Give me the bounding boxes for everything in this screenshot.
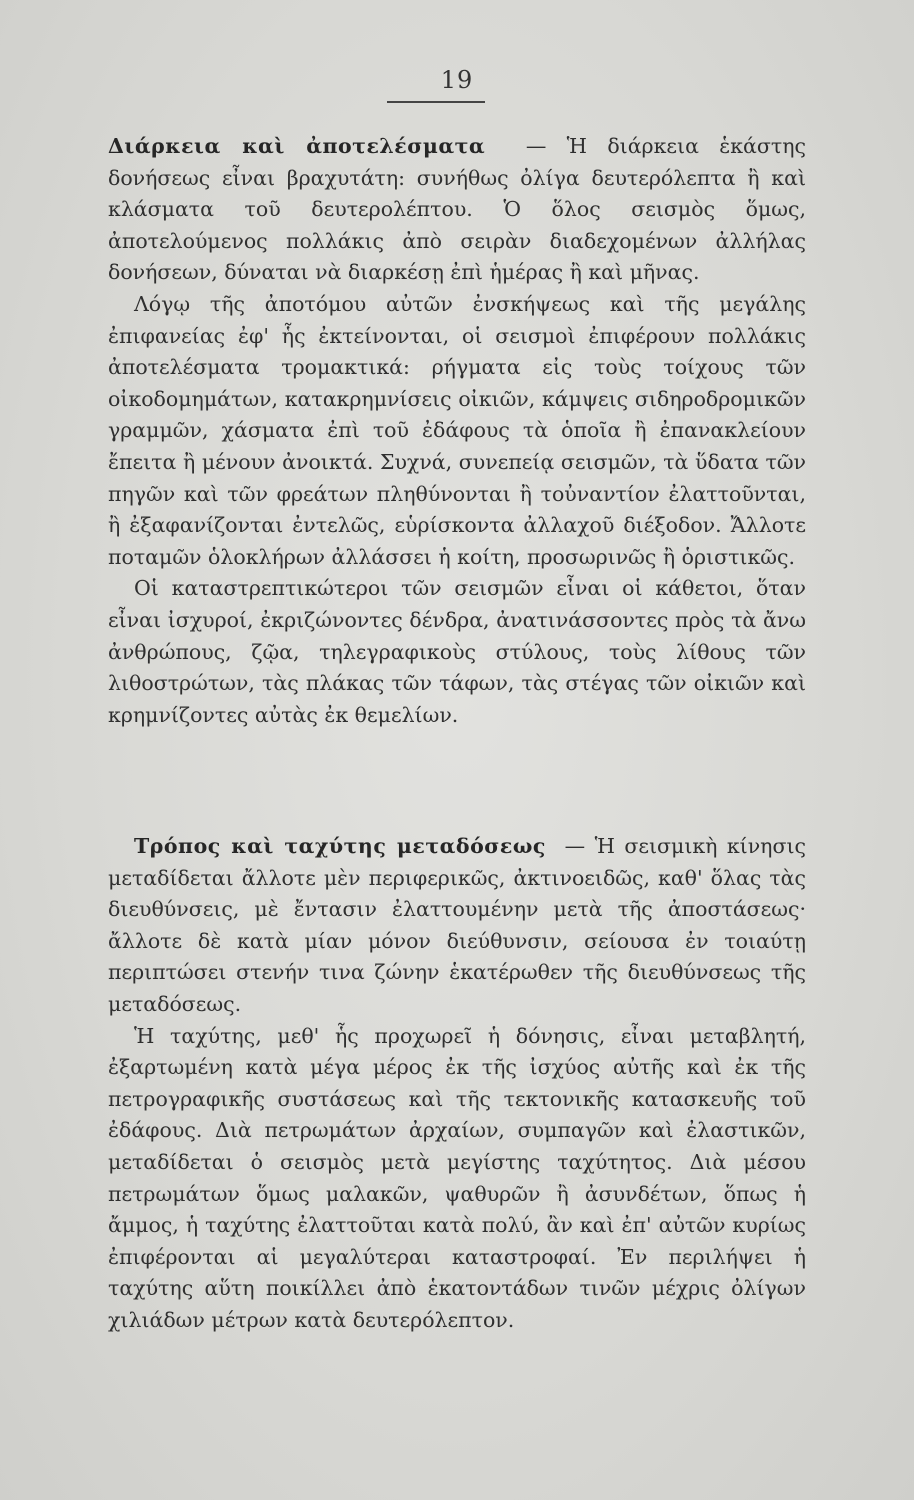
section-heading: Διάρκεια καὶ ἀποτελέσματα [108, 134, 486, 158]
paragraph: Λόγῳ τῆς ἀποτόμου αὐτῶν ἐνσκήψεως καὶ τῆς μεγάλης ἐπιφανείας ἐφ' ἧς ἐκτείνονται, οἱ σεισμοὶ ἐπιφέρουν πολλάκις ἀποτελέσματα τρομακτικά: ρήγματα εἰς τοὺς τοίχους τῶν οἰκοδομημάτων, κατακρημνίσεις οἰκιῶν, κάμψεις σιδηροδρομικῶν γραμμῶν, χάσματα ἐπὶ τοῦ ἐδάφους τὰ ὁποῖα ἢ ἐπανακλείουν ἔπειτα ἢ μένουν ἀνοικτά. Συχνά, συνεπείᾳ σεισμῶν, τὰ ὕδατα τῶν πηγῶν καὶ τῶν φρεάτων πληθύνονται ἢ τοὐναντίον ἐλαττοῦνται, ἢ ἐξαφανίζονται ἐντελῶς, εὑρίσκοντα ἀλλαχοῦ διέξοδον. Ἄλλοτε ποταμῶν ὁλοκλήρων ἀλλάσσει ἡ κοίτη, προσωρινῶς ἢ ὁριστικῶς. [108, 291, 806, 569]
paragraph: Οἱ καταστρεπτικώτεροι τῶν σεισμῶν εἶναι οἱ κάθετοι, ὅταν εἶναι ἰσχυροί, ἐκριζώνοντες δένδρα, ἀνατινάσσοντες πρὸς τὰ ἄνω ἀνθρώπους, ζῷα, τηλεγραφικοὺς στύλους, τοὺς λίθους τῶν λιθοστρώτων, τὰς πλάκας τῶν τάφων, τὰς στέγας τῶν οἰκιῶν καὶ κρημνίζοντες αὐτὰς ἐκ θεμελίων. [108, 576, 806, 727]
section-duration-effects [108, 131, 806, 731]
paragraph [108, 131, 806, 289]
page-number-rule [387, 101, 485, 103]
section-heading: Τρόπος καὶ ταχύτης μεταδόσεως [134, 834, 546, 858]
paragraph-text: — Ἡ σεισμικὴ κίνησις μεταδίδεται ἄλλοτε μὲν περιφερικῶς, ἀκτινοειδῶς, καθ' ὅλας τὰς διευθύνσεις, μὲ ἔντασιν ἐλαττουμένην μετὰ τῆς ἀποστάσεως· ἄλλοτε δὲ κατὰ μίαν μόνον διεύθυνσιν, σείουσα ἐν τοιαύτῃ περιπτώσει στενήν τινα ζώνην ἑκατέρωθεν τῆς διευθύνσεως τῆς μεταδόσεως. [108, 834, 806, 1016]
page-number: 19 [440, 66, 474, 94]
paragraph-text: — Ἡ διάρκεια ἑκάστης δονήσεως εἶναι βραχυτάτη: συνήθως ὀλίγα δευτερόλεπτα ἢ καὶ κλάσματα τοῦ δευτερολέπτου. Ὁ ὅλος σεισμὸς ὅμως, ἀποτελούμενος πολλάκις ἀπὸ σειρὰν διαδεχομένων ἀλλήλας δονήσεων, δύναται νὰ διαρκέσῃ ἐπὶ ἡμέρας ἢ καὶ μῆνας. [108, 134, 806, 285]
paragraph [108, 831, 806, 1021]
section-transmission-speed [108, 831, 806, 1337]
paragraph: Ἡ ταχύτης, μεθ' ἧς προχωρεῖ ἡ δόνησις, εἶναι μεταβλητή, ἐξαρτωμένη κατὰ μέγα μέρος ἐκ τῆς ἰσχύος αὐτῆς καὶ ἐκ τῆς πετρογραφικῆς συστάσεως καὶ τῆς τεκτονικῆς κατασκευῆς τοῦ ἐδάφους. Διὰ πετρωμάτων ἀρχαίων, συμπαγῶν καὶ ἐλαστικῶν, μεταδίδεται ὁ σεισμὸς μετὰ μεγίστης ταχύτητος. Διὰ μέσου πετρωμάτων ὅμως μαλακῶν, ψαθυρῶν ἢ ἀσυνδέτων, ὅπως ἡ ἄμμος, ἡ ταχύτης ἐλαττοῦται κατὰ πολύ, ἂν καὶ ἐπ' αὐτῶν κυρίως ἐπιφέρονται αἱ μεγαλύτεραι καταστροφαί. Ἐν περιλήψει ἡ ταχύτης αὕτη ποικίλλει ἀπὸ ἑκατοντάδων τινῶν μέχρις ὀλίγων χιλιάδων μέτρων κατὰ δευτερόλεπτον. [108, 1023, 806, 1332]
